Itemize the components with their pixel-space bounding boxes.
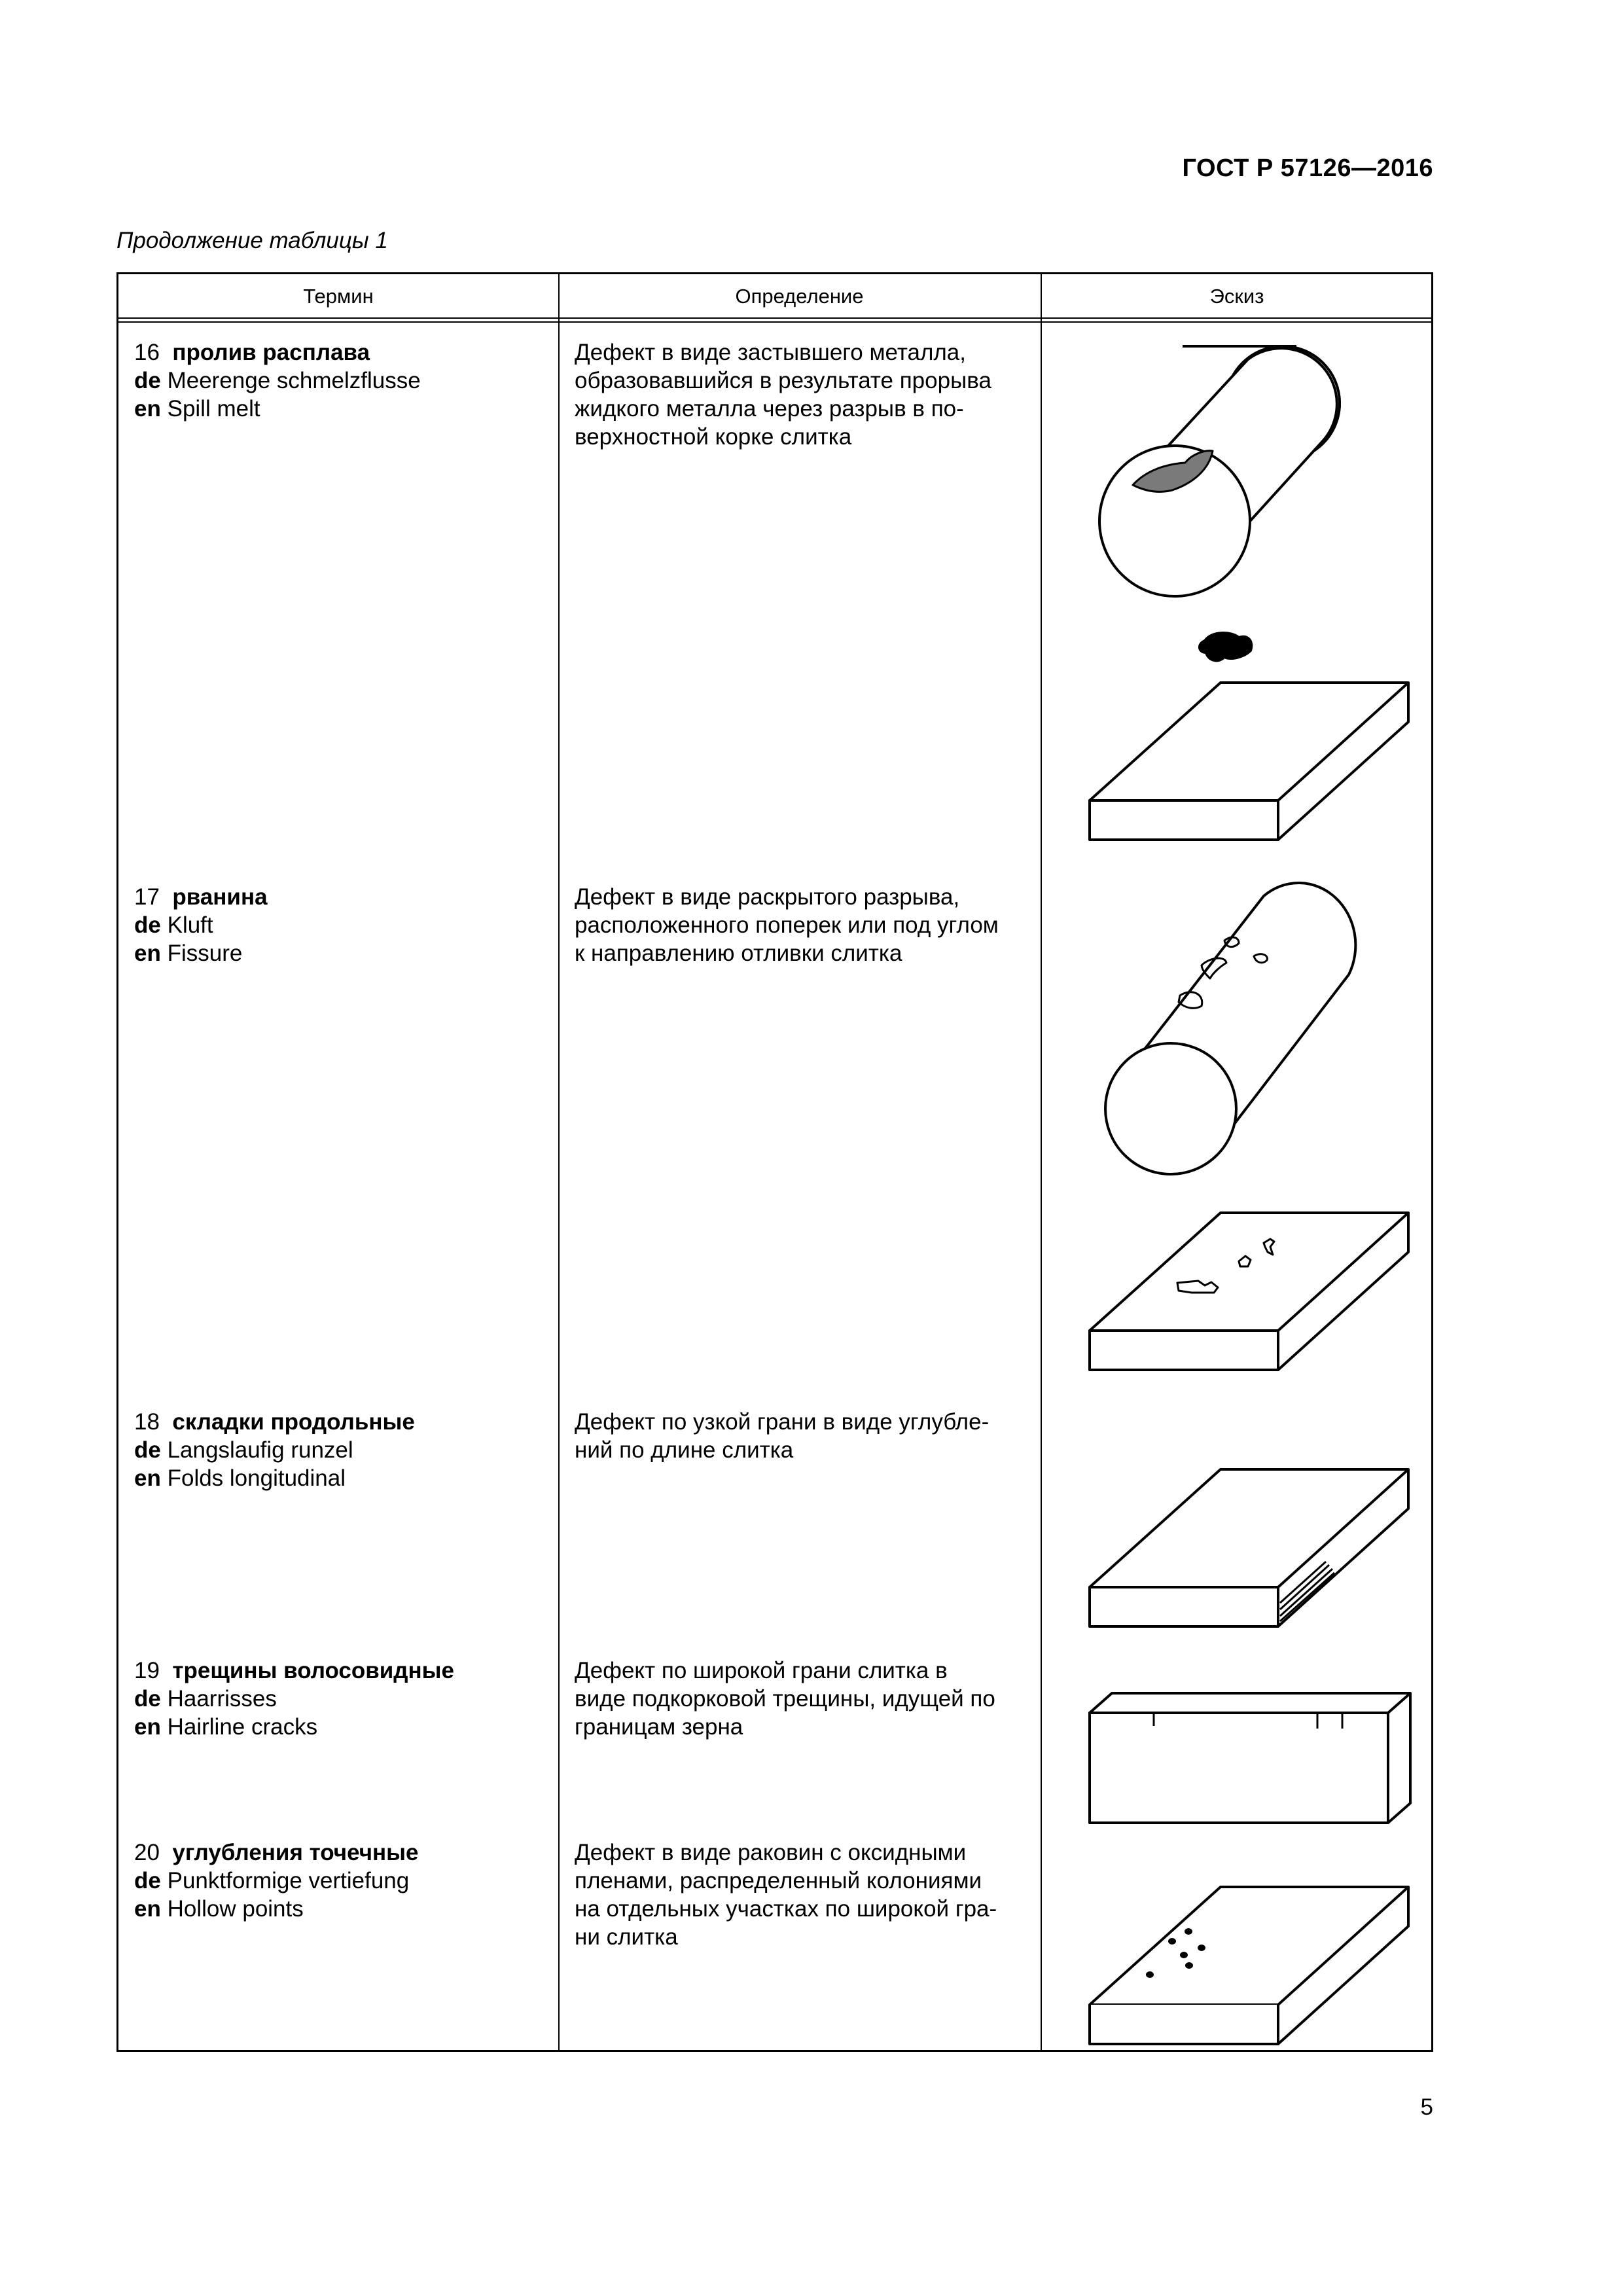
term-en: Hairline cracks — [167, 1714, 318, 1740]
term-number: 18 — [134, 1409, 160, 1435]
definition-line: Дефект в виде раскрытого разрыва, — [575, 884, 960, 910]
lang-label-en: en — [134, 396, 161, 422]
definition-line: ний по длине слитка — [575, 1437, 794, 1463]
definition-line: Дефект в виде раковин с оксидными — [575, 1840, 967, 1865]
definition-line: верхностной корке слитка — [575, 424, 852, 450]
column-header-definition: Определение — [735, 285, 864, 308]
lang-label-de: de — [134, 912, 161, 938]
definition-line: расположенного поперек или под углом — [575, 912, 999, 938]
sketch-slab-fissure — [1090, 1213, 1408, 1370]
definition-line: границам зерна — [575, 1714, 743, 1740]
term-en: Fissure — [167, 941, 243, 966]
definition-line: образовавшийся в результате прорыва — [575, 368, 991, 393]
definition-line: Дефект в виде застывшего металла, — [575, 340, 966, 365]
definition-line: пленами, распределенный колониями — [575, 1868, 982, 1893]
term-number: 17 — [134, 884, 160, 910]
page-number: 5 — [1420, 2094, 1433, 2120]
term-number: 20 — [134, 1840, 160, 1865]
definition-line: виде подкорковой трещины, идущей по — [575, 1686, 995, 1712]
sketch-cylinder-fissure — [1105, 883, 1355, 1174]
definition-line: жидкого металла через разрыв в по- — [575, 396, 964, 422]
term-de: Kluft — [167, 912, 213, 938]
term-de: Meerenge schmelzflusse — [167, 368, 421, 393]
lang-label-en: en — [134, 1714, 161, 1740]
term-ru: складки продольные — [172, 1409, 415, 1435]
sketch-box-hairline-cracks — [1090, 1693, 1410, 1823]
lang-label-de: de — [134, 1868, 161, 1893]
terms-table — [116, 272, 1433, 2052]
term-de: Haarrisses — [167, 1686, 277, 1712]
term-en: Spill melt — [167, 396, 260, 422]
definition-line: Дефект по узкой грани в виде углубле- — [575, 1409, 990, 1435]
lang-label-de: de — [134, 368, 161, 393]
definition-line: Дефект по широкой грани слитка в — [575, 1658, 948, 1683]
lang-label-de: de — [134, 1437, 161, 1463]
term-en: Hollow points — [167, 1896, 304, 1922]
term-ru: пролив расплава — [172, 340, 370, 365]
column-header-term: Термин — [303, 285, 374, 308]
sketch-slab-folds — [1090, 1469, 1408, 1626]
lang-label-en: en — [134, 941, 161, 966]
term-ru: рванина — [172, 884, 268, 910]
sketch-slab-hollow-points — [1090, 1887, 1408, 2050]
table-continuation-label: Продолжение таблицы 1 — [116, 228, 388, 253]
term-ru: углубления точечные — [172, 1840, 419, 1865]
lang-label-en: en — [134, 1896, 161, 1922]
column-header-sketch: Эскиз — [1209, 285, 1264, 308]
lang-label-de: de — [134, 1686, 161, 1712]
sketch-slab-spill — [1090, 633, 1408, 840]
term-de: Langslaufig runzel — [167, 1437, 353, 1463]
definition-line: на отдельных участках по широкой гра- — [575, 1896, 997, 1922]
definition-line: к направлению отливки слитка — [575, 941, 902, 966]
standard-code: ГОСТ Р 57126—2016 — [1182, 154, 1433, 182]
lang-label-en: en — [134, 1465, 161, 1491]
definition-line: ни слитка — [575, 1924, 678, 1950]
sketch-column — [118, 274, 1431, 2050]
term-en: Folds longitudinal — [167, 1465, 346, 1491]
term-number: 16 — [134, 340, 160, 365]
term-number: 19 — [134, 1658, 160, 1683]
term-de: Punktformige vertiefung — [167, 1868, 410, 1893]
term-ru: трещины волосовидные — [172, 1658, 455, 1683]
